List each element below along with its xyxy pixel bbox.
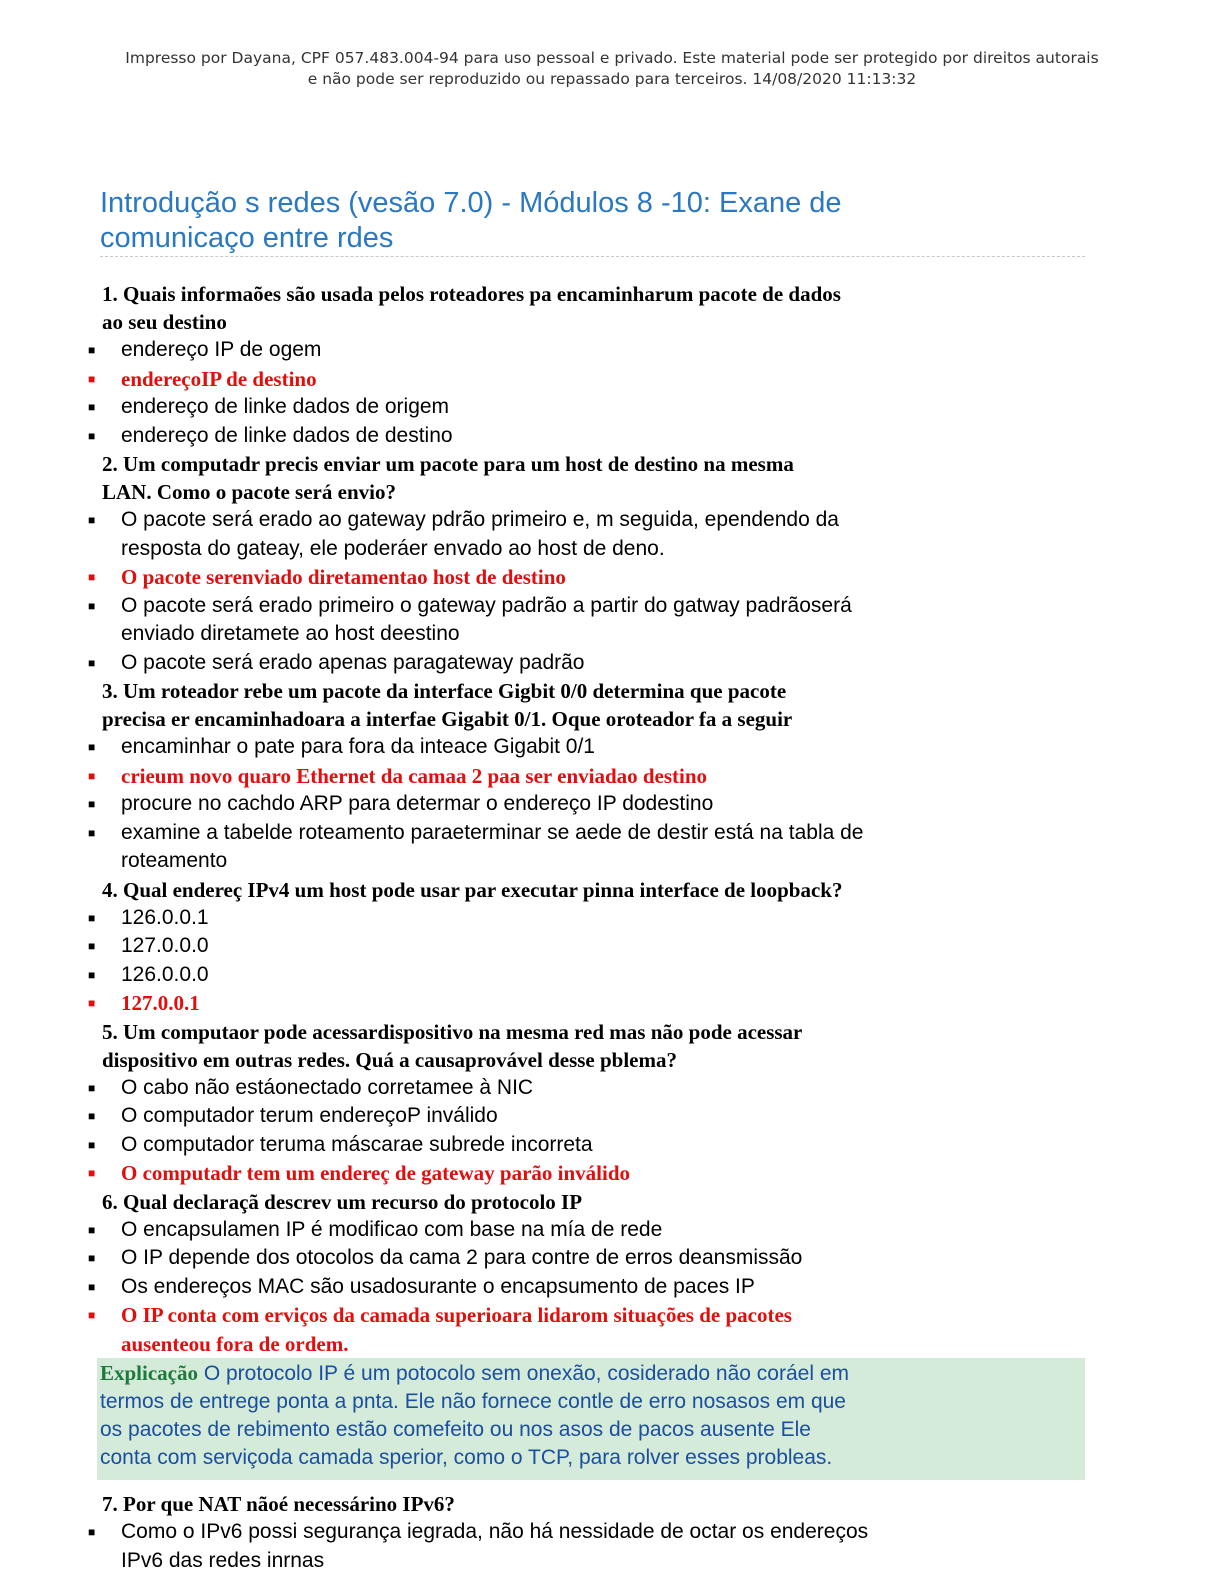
question-6-text: 6. Qual declaraçã descrev um recurso do protocolo IP [102, 1189, 583, 1214]
question-5-text: 5. Um computaor pode acessardispositivo na mesma red mas não pode acessar dispositivo em outras redes. Quá a causaprovável desse pblema? [102, 1019, 803, 1072]
question-3-options [88, 733, 1090, 876]
answer-option: ■ 126.0.0.1 [100, 904, 1090, 933]
bullet-icon: ■ [88, 825, 96, 840]
correct-answer-option: ■ crieum novo quaro Ethernet da camaa 2 paa ser enviadao destino [100, 762, 1090, 791]
question-1-options [88, 336, 1090, 450]
answer-option: ■ O computador teruma máscarae subrede incorreta [100, 1131, 1090, 1160]
explanation-label: Explicação [100, 1361, 198, 1385]
bullet-icon: ■ [88, 1525, 96, 1539]
bullet-icon: ■ [88, 513, 96, 527]
bullet-icon: ■ [88, 768, 96, 783]
answer-option: ■ procure no cachdo ARP para determar o endereço IP dodestino [100, 790, 1090, 819]
question-1-text: 1. Quais informaões são usada pelos roteadores pa encaminharum pacote de dados ao seu destino [102, 282, 841, 334]
answer-option: ■ 126.0.0.0 [100, 961, 1090, 990]
question-6-options [88, 1216, 1090, 1359]
question-7-text: 7. Por que NAT nãoé necessárino IPv6? [102, 1492, 455, 1516]
correct-answer-option: ■ endereçoIP de destino [100, 365, 1090, 394]
answer-option: ■ Como o IPv6 possi segurança iegrada, não há nessidade de octar os endereços IPv6 das redes inrnas [88, 1520, 869, 1572]
question-5 [88, 1018, 1090, 1188]
watermark-line-1: Impresso por Dayana, CPF 057.483.004-94 para uso pessoal e privado. Este material pode ser protegido por direitos autorais [125, 49, 1099, 67]
exam-content [88, 280, 1090, 1575]
correct-answer-option: ■ O computadr tem um endereç de gateway parão inválido [100, 1159, 1090, 1188]
page-title [100, 186, 1090, 256]
bullet-icon: ■ [88, 1308, 96, 1322]
question-3 [88, 677, 1090, 876]
title-line-1: Introdução s redes (vesão 7.0) - Módulos 8 -10: Exane de [100, 187, 842, 219]
bullet-icon: ■ [88, 655, 96, 670]
question-2 [88, 450, 1090, 677]
question-3-text: 3. Um roteador rebe um pacote da interface Gigbit 0/0 determina que pacote precisa er encaminhadoara a interfae Gigabit 0/1. Oque oroteador fa a seguir [102, 679, 793, 731]
answer-option: ■ 127.0.0.0 [100, 932, 1090, 961]
correct-answer-option: ■ O pacote serenviado diretamentao host de destino [100, 563, 1090, 592]
question-2-text: 2. Um computadr precis enviar um pacote para um host de destino na mesma LAN. Como o pacote será envio? [102, 452, 794, 504]
correct-answer-option: ■ O IP conta com erviços da camada superioara lidarom situações de pacotes ausenteou fora de ordem. [88, 1303, 792, 1356]
bullet-icon: ■ [88, 939, 96, 953]
answer-option: ■ encaminhar o pate para fora da inteace Gigabit 0/1 [100, 733, 1090, 762]
explanation-text: O protocolo IP é um potocolo sem onexão, cosiderado não coráel em [198, 1362, 849, 1385]
bullet-icon: ■ [88, 598, 96, 613]
question-4-options [88, 904, 1090, 1018]
watermark-line-2: e não pode ser reproduzido ou repassado para terceiros. 14/08/2020 11:13:32 [307, 70, 917, 88]
answer-option: ■ endereço IP de ogem [100, 336, 1090, 365]
answer-option: ■ examine a tabelde roteamento paraeterminar se aede de destir está na tabla de roteamento [88, 820, 864, 872]
question-4 [88, 876, 1090, 1018]
bullet-icon: ■ [88, 1279, 96, 1294]
answer-option: ■ endereço de linke dados de origem [100, 393, 1090, 422]
bullet-icon: ■ [88, 967, 96, 982]
explanation-box: Explicação O protocolo IP é um potocolo sem onexão, cosiderado não coráel em termos de entrege ponta a pnta. Ele não fornece contle de erro nosasos em que os pacotes de rebimento estão comefeito ou nos asos de pacos ausente Ele conta com serviçoda camada sperior, como o TCP, para rolver esses probleas. [97, 1358, 1085, 1480]
answer-option: ■ O pacote será erado apenas paragateway padrão [100, 649, 1090, 678]
bullet-icon: ■ [88, 797, 96, 811]
question-2-options [88, 506, 1090, 677]
bullet-icon: ■ [88, 343, 96, 357]
bullet-icon: ■ [88, 371, 96, 386]
question-4-text: 4. Qual endereç IPv4 um host pode usar par executar pinna interface de loopback? [102, 877, 843, 902]
question-6 [88, 1188, 1090, 1481]
bullet-icon: ■ [88, 1222, 96, 1237]
question-1 [88, 280, 1090, 450]
bullet-icon: ■ [88, 428, 96, 443]
title-line-2: comunicaço entre rdes [100, 222, 394, 254]
print-watermark [0, 48, 1224, 90]
answer-option: ■ O IP depende dos otocolos da cama 2 para contre de erros deansmissão [100, 1244, 1090, 1273]
answer-option: ■ O cabo não estáonectado corretamee à NIC [100, 1074, 1090, 1103]
answer-option: ■ O computador terum endereçoP inválido [100, 1102, 1090, 1131]
bullet-icon: ■ [88, 1137, 96, 1152]
answer-option: ■ O pacote será erado ao gateway pdrão primeiro e, m seguida, ependendo da resposta do gateay, ele poderáer envado ao host de deno. [88, 508, 839, 560]
bullet-icon: ■ [88, 740, 96, 754]
bullet-icon: ■ [88, 910, 96, 925]
answer-option: ■ O pacote será erado primeiro o gateway padrão a partir do gatway padrãoserá enviado diretamete ao host deestino [88, 593, 852, 645]
answer-option: ■ Os endereços MAC são usadosurante o encapsumento de paces IP [100, 1273, 1090, 1302]
bullet-icon: ■ [88, 996, 96, 1010]
answer-option: ■ endereço de linke dados de destino [100, 422, 1090, 451]
title-divider [100, 256, 1085, 257]
bullet-icon: ■ [88, 1251, 96, 1265]
bullet-icon: ■ [88, 1166, 96, 1180]
bullet-icon: ■ [88, 1109, 96, 1123]
question-5-options [88, 1074, 1090, 1188]
question-7 [88, 1490, 1090, 1575]
bullet-icon: ■ [88, 400, 96, 414]
question-7-options [88, 1518, 1090, 1575]
bullet-icon: ■ [88, 570, 96, 584]
correct-answer-option: ■ 127.0.0.1 [100, 989, 1090, 1018]
bullet-icon: ■ [88, 1080, 96, 1095]
answer-option: ■ O encapsulamen IP é modificao com base na mía de rede [100, 1216, 1090, 1245]
spacer [100, 1480, 1090, 1490]
